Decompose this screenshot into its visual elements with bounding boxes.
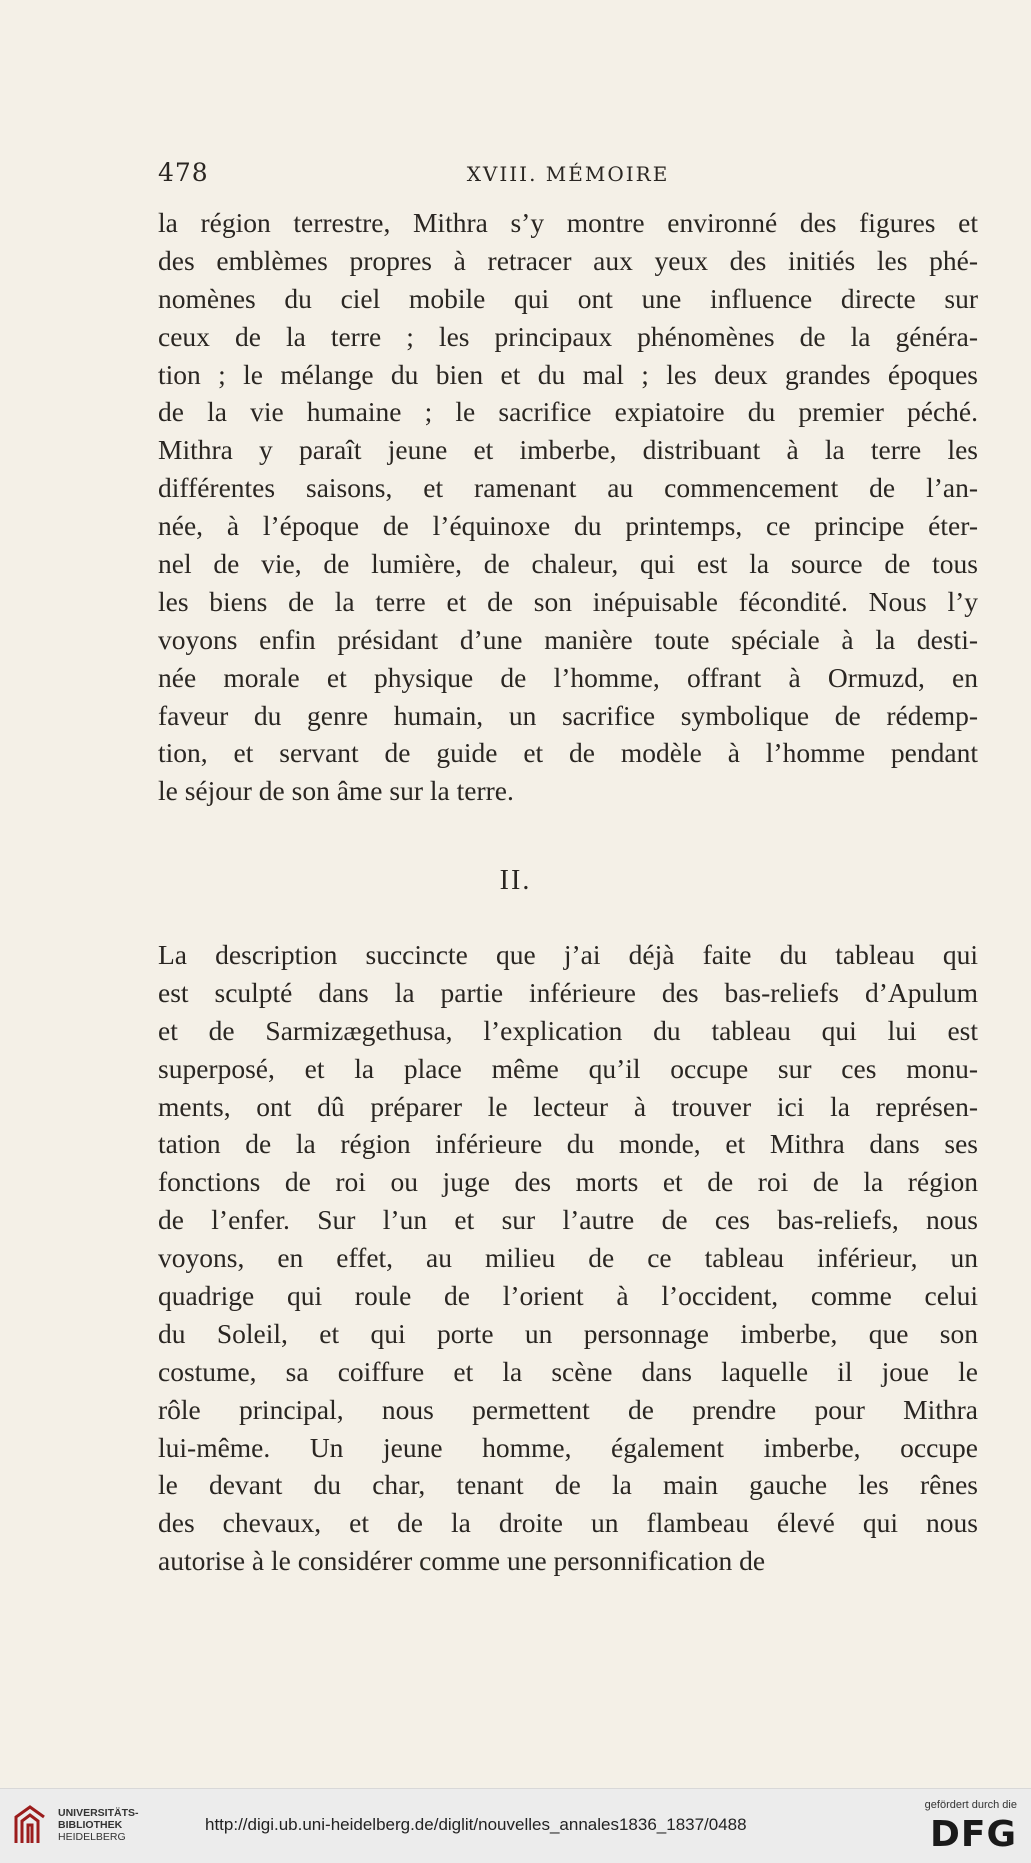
section-heading: II. (499, 865, 532, 896)
text-line: de l’enfer. Sur l’un et sur l’autre de ces bas-reliefs, nous (158, 1204, 978, 1236)
text-line: nomènes du ciel mobile qui ont une influence directe sur (158, 282, 978, 314)
text-line: costume, sa coiffure et la scène dans laquelle il joue le (158, 1355, 978, 1387)
text-line: le séjour de son âme sur la terre. (158, 775, 514, 807)
digitization-footer (0, 1788, 1031, 1863)
text-line: le devant du char, tenant de la main gauche les rênes (158, 1469, 978, 1501)
text-line: La description succincte que j’ai déjà faite du tableau qui (158, 939, 978, 970)
text-line: quadrige qui roule de l’orient à l’occident, comme celui (158, 1280, 978, 1312)
text-line: différentes saisons, et ramenant au commencement de l’an- (158, 472, 978, 504)
running-head (158, 158, 978, 188)
text-line: Mithra y paraît jeune et imberbe, distribuant à la terre les (158, 434, 978, 466)
text-line: nel de vie, de lumière, de chaleur, qui est la source de tous (158, 548, 978, 580)
text-line: rôle principal, nous permettent de prendre pour Mithra (158, 1393, 978, 1425)
text-line: voyons enfin présidant d’une manière toute spéciale à la desti- (158, 623, 978, 655)
permalink-url[interactable]: http://digi.ub.uni-heidelberg.de/diglit/nouvelles_annales1836_1837/0488 (205, 1815, 747, 1834)
text-line: et de Sarmizægethusa, l’explication du tableau qui lui est (158, 1014, 978, 1046)
text-line: ceux de la terre ; les principaux phénomènes de la généra- (158, 320, 978, 352)
text-line: la région terrestre, Mithra s’y montre environné des figures et (158, 207, 978, 238)
text-line: voyons, en effet, au milieu de ce tableau inférieur, un (158, 1242, 978, 1274)
text-line: superposé, et la place même qu’il occupe sur ces monu- (158, 1052, 978, 1084)
text-line: tion ; le mélange du bien et du mal ; les deux grandes époques (158, 358, 978, 390)
text-line: fonctions de roi ou juge des morts et de roi de la région (158, 1166, 978, 1198)
text-line: née morale et physique de l’homme, offrant à Ormuzd, en (158, 661, 978, 693)
running-head-title: XVIII. MÉMOIRE (466, 162, 670, 186)
text-line: ments, ont dû préparer le lecteur à trouver ici la représen- (158, 1090, 978, 1122)
text-line: des chevaux, et de la droite un flambeau élevé qui nous (158, 1507, 978, 1539)
text-line: est sculpté dans la partie inférieure des bas-reliefs d’Apulum (158, 976, 978, 1008)
text-line: autorise à le considérer comme une personnification de (158, 1545, 766, 1577)
text-line: de la vie humaine ; le sacrifice expiatoire du premier péché. (158, 396, 978, 428)
paragraph-1 (158, 204, 978, 810)
paragraph-2 (158, 936, 978, 1580)
text-line: des emblèmes propres à retracer aux yeux des initiés les phé- (158, 244, 978, 276)
text-line: du Soleil, et qui porte un personnage imberbe, que son (158, 1317, 978, 1349)
library-name: UNIVERSITÄTS- BIBLIOTHEK HEIDELBERG (58, 1807, 139, 1843)
text-line: née, à l’époque de l’équinoxe du printemps, ce principe éter- (158, 510, 978, 542)
text-line: tion, et servant de guide et de modèle à l’homme pendant (158, 737, 978, 769)
text-line: les biens de la terre et de son inépuisable fécondité. Nous l’y (158, 585, 978, 617)
text-line: faveur du genre humain, un sacrifice symbolique de rédemp- (158, 699, 978, 731)
text-line: tation de la région inférieure du monde, et Mithra dans ses (158, 1128, 978, 1160)
page-number: 478 (158, 158, 209, 187)
funder-note: gefördert durch die (924, 1799, 1017, 1811)
dfg-logo: DFG (929, 1814, 1017, 1855)
university-library-logo-icon (10, 1803, 50, 1849)
text-line: lui-même. Un jeune homme, également imberbe, occupe (158, 1431, 978, 1463)
